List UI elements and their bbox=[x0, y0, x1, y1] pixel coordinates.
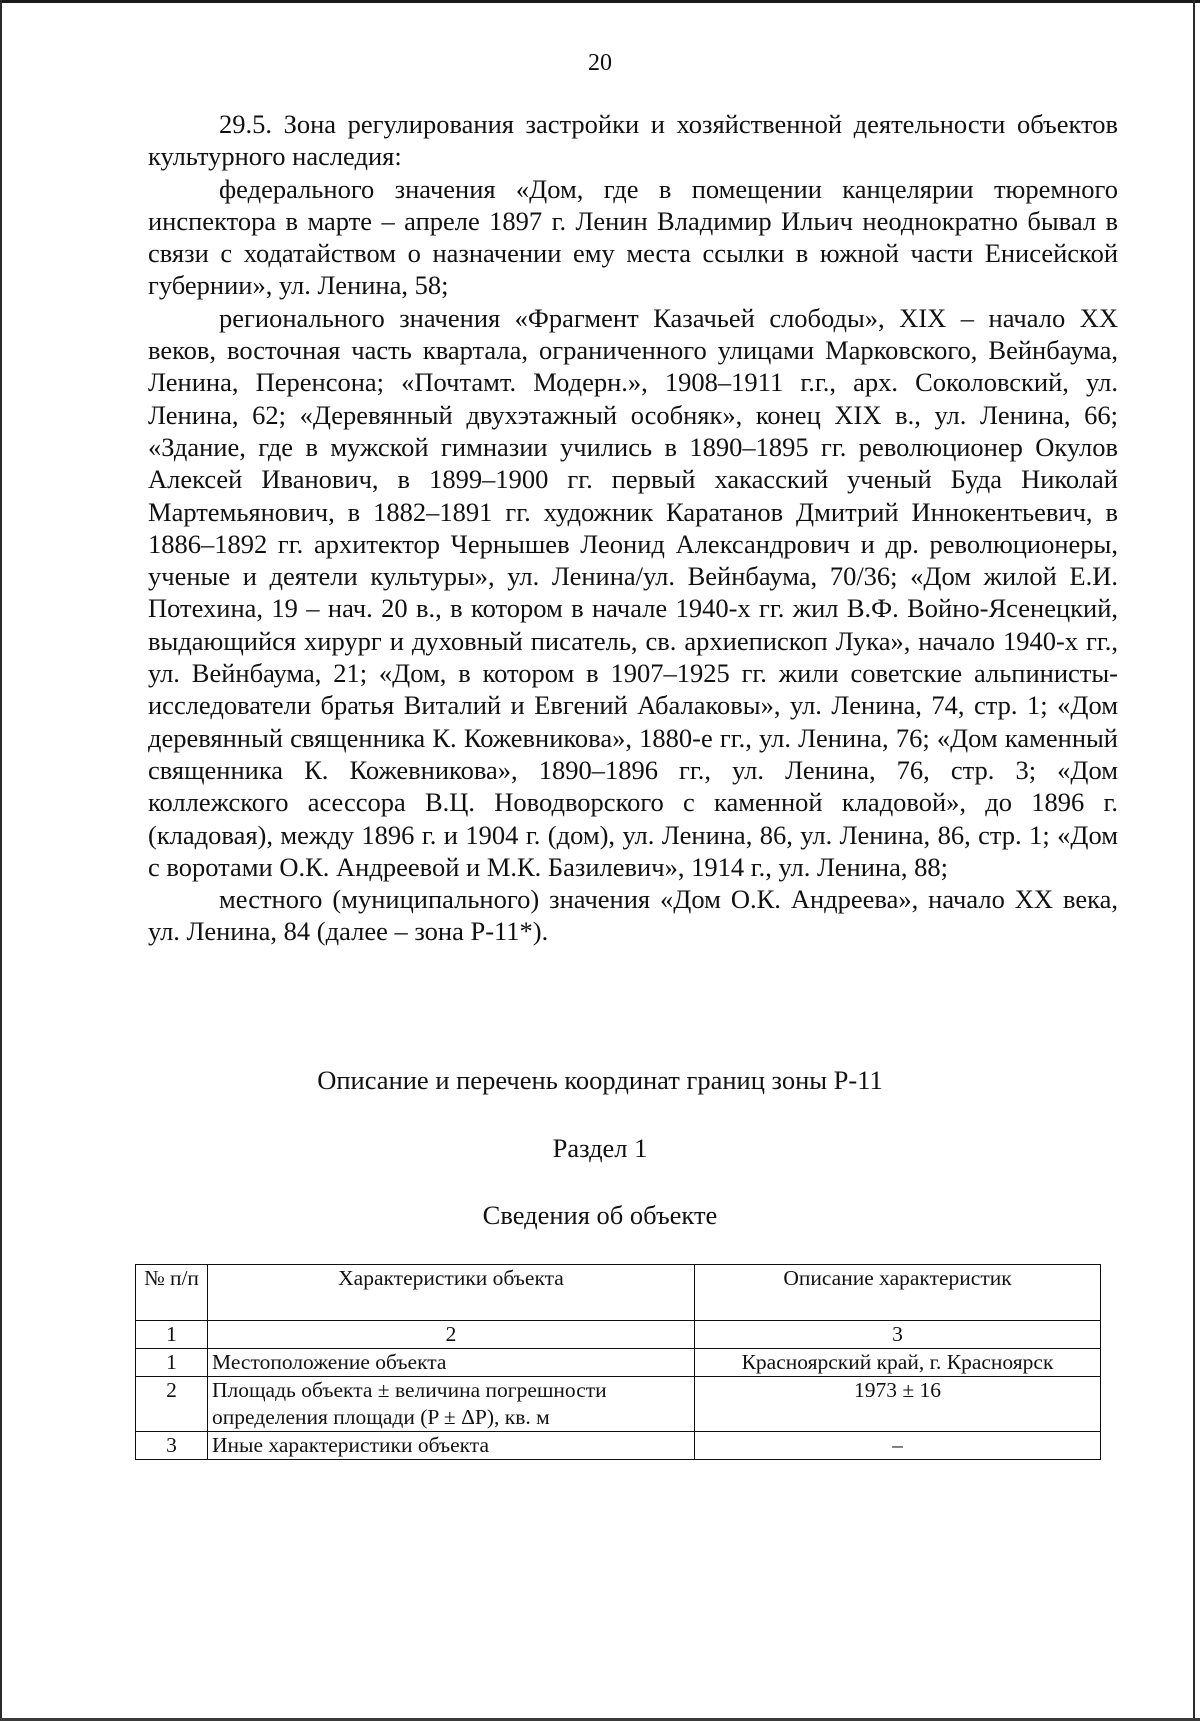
table-header-row bbox=[136, 1265, 1101, 1321]
scan-border-top bbox=[0, 0, 1200, 3]
row-characteristic: Местоположение объекта bbox=[208, 1349, 695, 1377]
row-description: Красноярский край, г. Красноярск bbox=[695, 1349, 1101, 1377]
row-num: 1 bbox=[136, 1349, 208, 1377]
scan-border-left bbox=[0, 0, 2, 1721]
section-number: Раздел 1 bbox=[552, 1133, 648, 1163]
document-body bbox=[148, 108, 1118, 948]
table-row bbox=[136, 1432, 1101, 1460]
table-row bbox=[136, 1377, 1101, 1432]
section-title: Описание и перечень координат границ зоны Р-11 bbox=[317, 1065, 883, 1095]
table-row bbox=[136, 1349, 1101, 1377]
index-cell: 3 bbox=[695, 1321, 1101, 1349]
row-num: 2 bbox=[136, 1377, 208, 1432]
row-description: – bbox=[695, 1432, 1101, 1460]
paragraph-local: местного (муниципального) значения «Дом О.К. Андреева», начало XX века, ул. Ленина, 84 (далее – зона Р-11*). bbox=[148, 884, 1118, 947]
object-info-table bbox=[135, 1264, 1101, 1460]
index-cell: 1 bbox=[136, 1321, 208, 1349]
row-description: 1973 ± 16 bbox=[695, 1377, 1101, 1432]
table-index-row bbox=[136, 1321, 1101, 1349]
paragraph-zone-intro: 29.5. Зона регулирования застройки и хозяйственной деятельности объектов культурного наследия: bbox=[148, 109, 1118, 172]
paragraph-federal: федерального значения «Дом, где в помещении канцелярии тюремного инспектора в марте – апреле 1897 г. Ленин Владимир Ильич неоднократно бывал в связи с ходатайством о назначении ему места ссылки в южной части Енисейской губернии», ул. Ленина, 58; bbox=[148, 173, 1118, 301]
page-number: 20 bbox=[588, 50, 612, 76]
scan-border-right bbox=[1193, 0, 1195, 1721]
row-characteristic: Иные характеристики объекта bbox=[208, 1432, 695, 1460]
header-num: № п/п bbox=[136, 1265, 208, 1321]
header-characteristics: Характеристики объекта bbox=[208, 1265, 695, 1321]
row-characteristic: Площадь объекта ± величина погрешности определения площади (P ± ΔP), кв. м bbox=[208, 1377, 695, 1432]
paragraph-regional: регионального значения «Фрагмент Казачьей слободы», XIX – начало XX веков, восточная часть квартала, ограниченного улицами Марковского, Вейнбаума, Ленина, Перенсона; «Почтамт. Модерн.», 1908–1911 г.г., арх. Соколовский, ул. Ленина, 62; «Деревянный двухэтажный особняк», конец XIX в., ул. Ленина, 66; «Здание, где в мужской гимназии учились в 1890–1895 гг. революционер Окулов Алексей Иванович, в 1899–1900 гг. первый хакасский ученый Буда Николай Мартемьянович, в 1882–1891 гг. художник Каратанов Дмитрий Иннокентьевич, в 1886–1892 гг. архитектор Чернышев Леонид Александрович и др. революционеры, ученые и деятели культуры», ул. Ленина/ул. Вейнбаума, 70/36; «Дом жилой Е.И. Потехина, 19 – нач. 20 в., в котором в начале 1940-х гг. жил В.Ф. Войно-Ясенецкий, выдающийся хирург и духовный писатель, св. архиепископ Лука», начало 1940-х гг., ул. Вейнбаума, 21; «Дом, в котором в 1907–1925 гг. жили советские альпинисты-исследователи братья Виталий и Евгений Абалаковы», ул. Ленина, 74, стр. 1; «Дом деревянный священника К. Кожевникова», 1880-е гг., ул. Ленина, 76; «Дом каменный священника К. Кожевникова», 1890–1896 гг., ул. Ленина, 76, стр. 3; «Дом коллежского асессора В.Ц. Новодворского с каменной кладовой», до 1896 г. (кладовая), между 1896 г. и 1904 г. (дом), ул. Ленина, 86, ул. Ленина, 86, стр. 1; «Дом с воротами О.К. Андреевой и М.К. Базилевич», 1914 г., ул. Ленина, 88; bbox=[148, 302, 1118, 882]
header-description: Описание характеристик bbox=[695, 1265, 1101, 1321]
row-num: 3 bbox=[136, 1432, 208, 1460]
section-subtitle: Сведения об объекте bbox=[482, 1200, 718, 1230]
index-cell: 2 bbox=[208, 1321, 695, 1349]
